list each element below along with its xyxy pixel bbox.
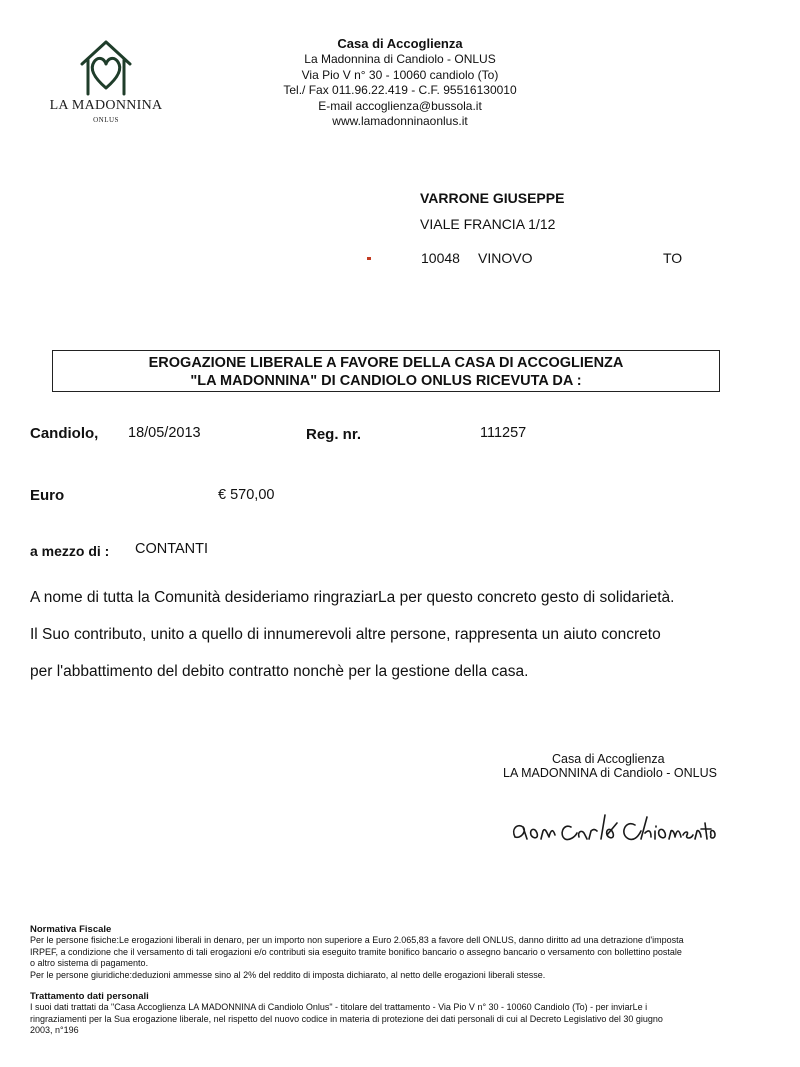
privacy-title: Trattamento dati personali (30, 991, 149, 1002)
recipient-cap: 10048 (421, 250, 460, 266)
closing-org-1: Casa di Accoglienza (552, 752, 665, 766)
letterhead-title: Casa di Accoglienza (337, 36, 463, 51)
handwritten-signature (505, 805, 720, 855)
scan-mark (367, 257, 371, 260)
letterhead-email: E-mail accoglienza@bussola.it (318, 98, 482, 113)
house-heart-icon (78, 38, 134, 96)
reg-number: 111257 (480, 425, 527, 441)
privacy-notes (30, 991, 775, 1037)
organization-logo (44, 36, 168, 128)
recipient-province: TO (663, 250, 683, 266)
logo-subtitle: ONLUS (93, 116, 119, 124)
reg-label: Reg. nr. (306, 426, 362, 443)
fiscal-title: Normativa Fiscale (30, 924, 112, 935)
privacy-line-2: ringraziamenti per la Sua erogazione liberale, nel rispetto del nuovo codice in materia di protezione dei dati personali di cui al Decreto Legislativo del 30 giugno (30, 1013, 663, 1024)
letterhead-phone: Tel./ Fax 011.96.22.419 - C.F. 95516130010 (283, 83, 517, 97)
message-line-2: Il Suo contributo, unito a quello di innumerevoli altre persone, rappresenta un aiuto concreto (30, 626, 661, 643)
fiscal-line-2: IRPEF, a condizione che il versamento di tali erogazioni e/o contributi sia eseguito tramite bonifico bancario o assegno bancario o versamento con bollettino postale (30, 946, 682, 957)
method-label: a mezzo di : (30, 543, 110, 559)
logo-wordmark: LA MADONNINA (49, 98, 163, 113)
currency-label: Euro (30, 487, 65, 504)
amount-value: € 570,00 (218, 487, 275, 503)
privacy-line-1: I suoi dati trattati da "Casa Accoglienza LA MADONNINA di Candiolo Onlus" - titolare del trattamento - Via Pio V n° 30 - 10060 Candiolo (To) - per inviarLe i (30, 1002, 648, 1012)
letterhead-website: www.lamadonninaonlus.it (332, 114, 468, 128)
letterhead-org: La Madonnina di Candiolo - ONLUS (304, 52, 496, 66)
fiscal-notes (30, 924, 775, 981)
fiscal-line-1: Per le persone fisiche:Le erogazioni liberali in denaro, per un importo non superiore a Euro 2.065,83 a favore dell ONLUS, danno diritto ad una detrazione d'imposta (30, 935, 684, 945)
date-value: 18/05/2013 (128, 425, 201, 441)
recipient-name: VARRONE GIUSEPPE (420, 190, 565, 206)
fiscal-line-3: o altro sistema di pagamento. (30, 958, 149, 968)
fiscal-line-4: Per le persone giuridiche:deduzioni ammesse sino al 2% del reddito di imposta dichiarato, al netto delle erogazioni liberali stesse. (30, 969, 546, 980)
letterhead-address: Via Pio V n° 30 - 10060 candiolo (To) (301, 67, 499, 82)
message-line-3: per l'abbattimento del debito contratto nonchè per la gestione della casa. (30, 663, 529, 680)
banner-line-1: EROGAZIONE LIBERALE A FAVORE DELLA CASA DI ACCOGLIENZA (148, 355, 624, 371)
banner-line-2: "LA MADONNINA" DI CANDIOLO ONLUS RICEVUTA DA : (190, 373, 582, 389)
recipient-address: VIALE FRANCIA 1/12 (420, 216, 556, 232)
receipt-banner (52, 350, 720, 392)
closing-org-2: LA MADONNINA di Candiolo - ONLUS (503, 766, 717, 780)
method-value: CONTANTI (135, 541, 209, 557)
place-label: Candiolo, (30, 425, 99, 442)
message-line-1: A nome di tutta la Comunità desideriamo ringraziarLa per questo concreto gesto di solidarietà. (30, 589, 675, 606)
letterhead (255, 36, 545, 130)
recipient-city: VINOVO (478, 250, 533, 266)
privacy-line-3: 2003, n°196 (30, 1025, 79, 1035)
